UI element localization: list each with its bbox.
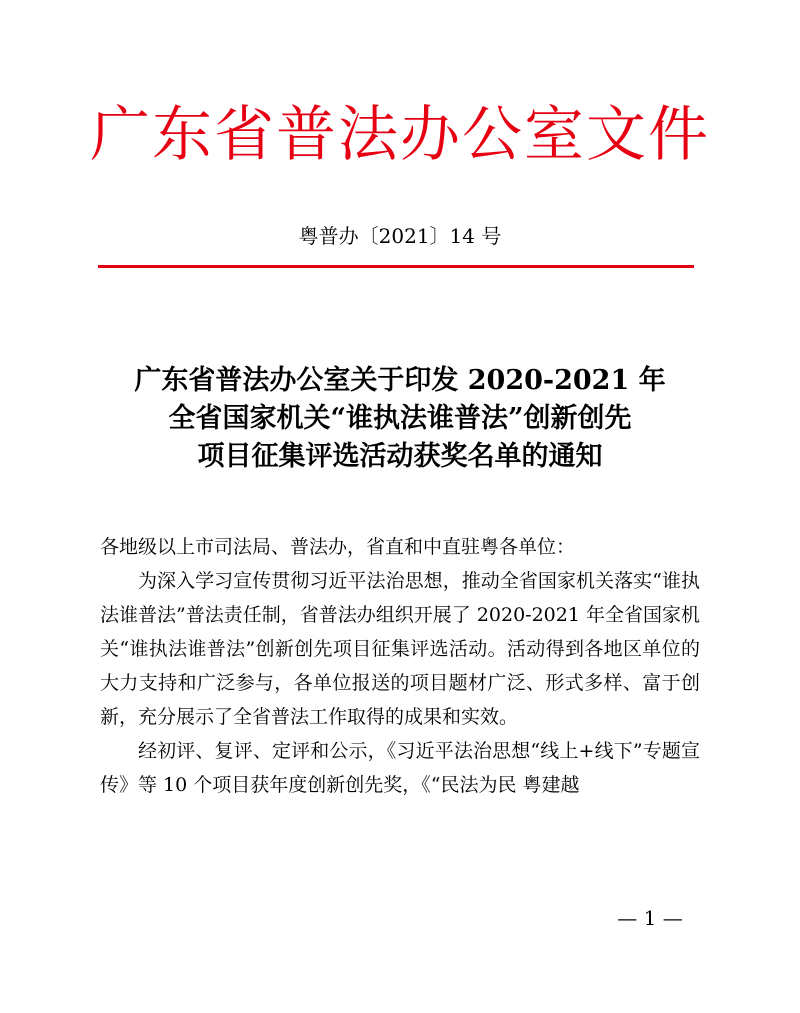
notice-title-line: 全省国家机关“谁执法谁普法”创新创先 [168,403,632,434]
notice-body [100,530,700,802]
notice-title-line: 广东省普法办公室关于印发 2020-2021 年 [134,365,666,396]
notice-title [90,362,710,476]
body-paragraph: 为深入学习宣传贯彻习近平法治思想，推动全省国家机关落实“谁执法谁普法”普法责任制，省普法办组织开展了 2020-2021 年全省国家机关“谁执法谁普法”创新创先项目征集评选活动。活动得到各地区单位的大力支持和广泛参与，各单位报送的项目题材广泛、形式多样、富于创新，充分展示了全省普法工作取得的成果和实效。 [100,570,700,728]
document-header-title: 广东省普法办公室文件 [90,100,710,170]
red-separator-line [98,265,694,268]
page-number: — 1 — [617,906,683,930]
body-paragraph: 经初评、复评、定评和公示，《习近平法治思想“线上+线下”专题宣传》等 10 个项目获年度创新创先奖，《“民法为民 粤建越 [100,740,700,796]
document-number: 粤普办〔2021〕14 号 [298,224,502,248]
notice-title-line: 项目征集评选活动获奖名单的通知 [197,441,603,472]
salutation: 各地级以上市司法局、普法办，省直和中直驻粤各单位： [100,536,576,558]
